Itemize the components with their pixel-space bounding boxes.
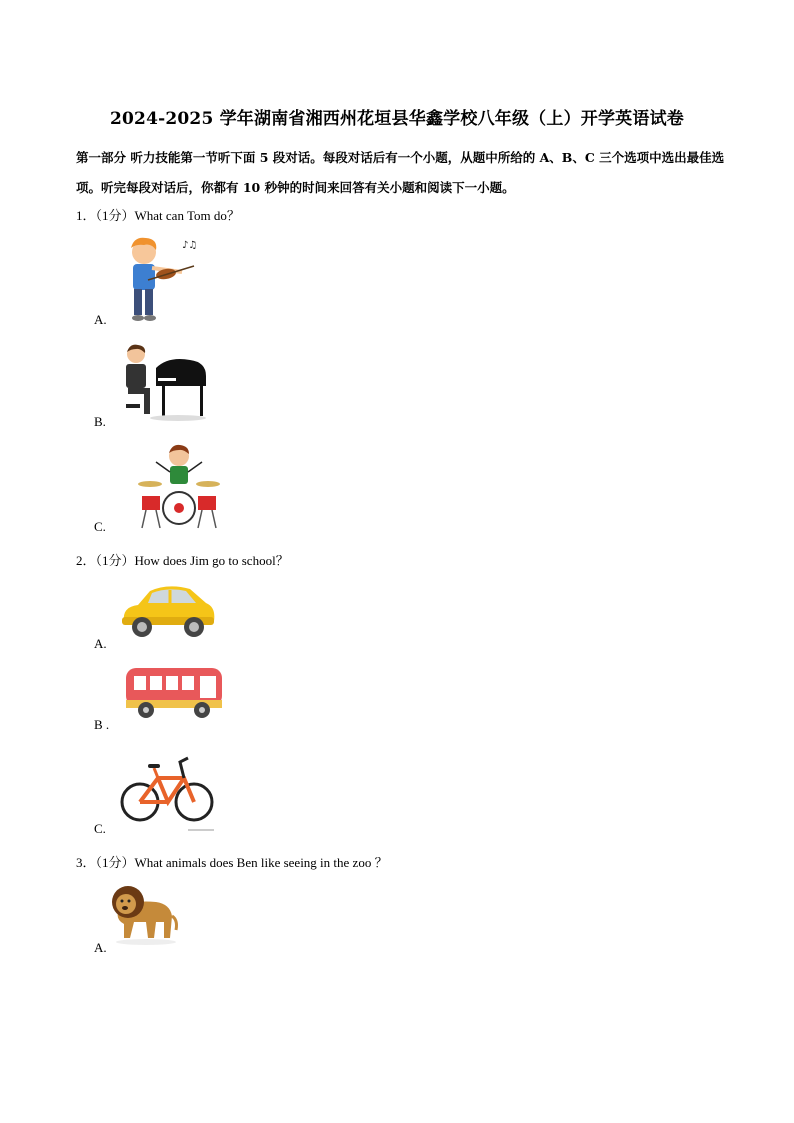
question-1: 1．（1分）What can Tom do？ — [76, 208, 240, 223]
yellow-car-icon — [118, 577, 218, 647]
page-title: 2024-2025 学年湖南省湘西州花垣县华鑫学校八年级（上）开学英语试卷 — [109, 109, 684, 129]
q1-option-b-label: B. — [94, 414, 106, 429]
section-instructions: 第一部分 听力技能第一节听下面 5 段对话。每段对话后有一个小题，从题中所给的 A、B、C 三个选项中选出最佳选项。听完每段对话后，你都有 10 秒钟的时间来回答有关小题和阅读下一小题。 — [76, 150, 725, 195]
red-bus-icon — [122, 662, 226, 724]
svg-text:♪♫: ♪♫ — [182, 240, 198, 251]
drums-boy-icon — [136, 442, 222, 530]
violin-boy-icon — [118, 234, 202, 324]
q3-option-a-label: A. — [94, 940, 107, 955]
q1-option-c-label: C. — [94, 519, 106, 534]
question-3: 3．（1分）What animals does Ben like seeing in the zoo ？ — [76, 855, 388, 870]
lion-icon — [106, 876, 180, 950]
piano-boy-icon — [118, 342, 210, 422]
q2-option-b-label: B . — [94, 717, 110, 732]
q2-option-a-label: A. — [94, 636, 107, 651]
bicycle-icon — [118, 744, 216, 832]
question-2: 2．（1分）How does Jim go to school？ — [76, 553, 289, 568]
q1-option-a-label: A. — [94, 312, 107, 327]
q2-option-c-label: C. — [94, 821, 106, 836]
